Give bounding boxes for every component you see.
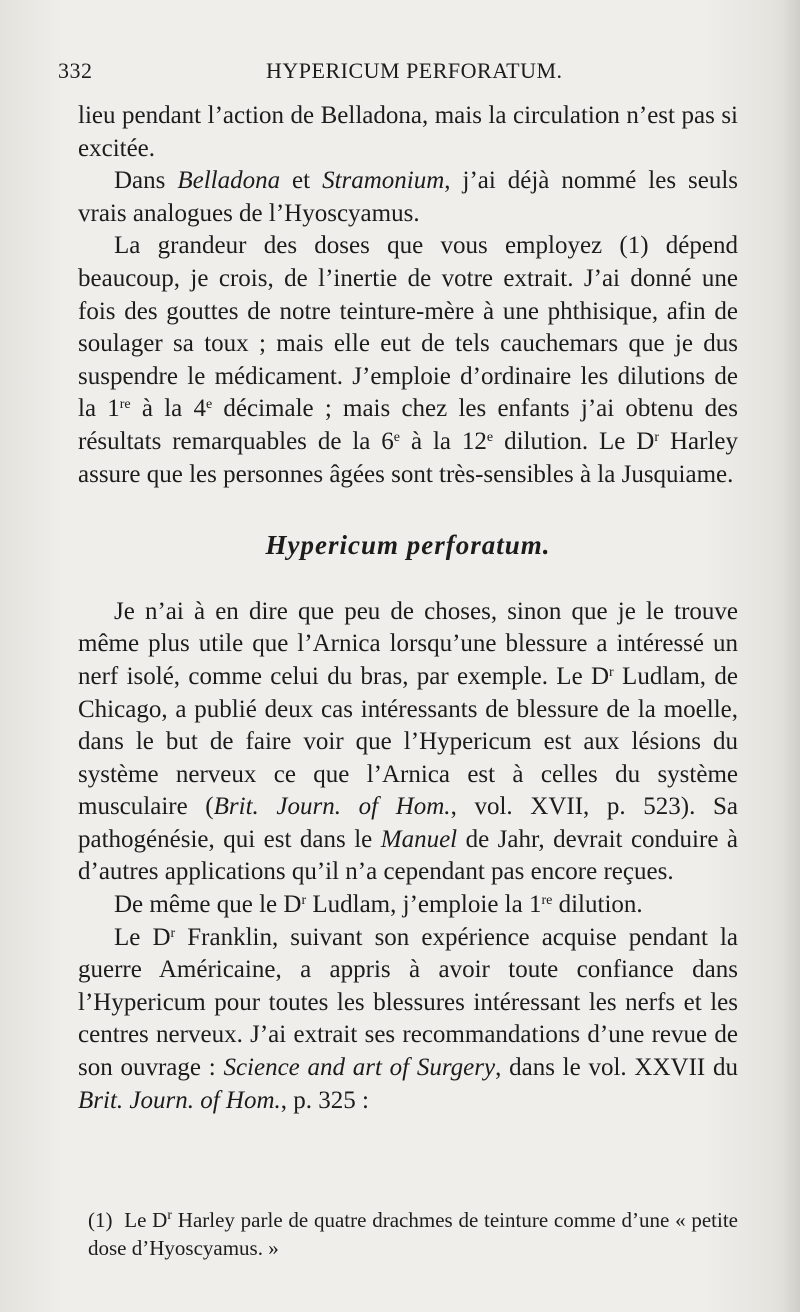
text-run: Je n’ai à en dire que peu de choses, sinon que je le trouve même plus utile que l’Arnica lorsqu’une blessure a intéressé un nerf isolé, comme celui du bras, par exemple. Le D	[78, 597, 738, 690]
superscript: r	[301, 893, 307, 909]
text-run: , dans le vol. XXVII du	[495, 1054, 738, 1082]
superscript: r	[609, 664, 614, 680]
text-run: Ludlam, j’emploie la 1	[306, 891, 542, 919]
superscript: r	[167, 1208, 173, 1223]
footnote	[88, 1206, 738, 1262]
page-edge-shadow	[782, 0, 800, 1312]
text-run: Ludlam, de Chicago, a publié deux cas intéressants de blessure de la moelle, dans le but de faire voir que l’Hypericum est aux lésions du système nerveux ce que l’Arnica est à celles du système musculaire (	[78, 662, 738, 821]
italic-term: Belladona	[177, 167, 281, 195]
paragraph-franklin	[78, 922, 738, 1118]
paragraph-continuation	[78, 100, 738, 165]
superscript: re	[541, 893, 553, 909]
text-run: De même que le D	[114, 891, 302, 919]
text-run: à la 4	[130, 395, 206, 423]
text-run: et	[280, 167, 323, 195]
superscript: r	[170, 925, 176, 941]
text-run: Harley parle de quatre drachmes de teinture comme d’une « petite dose d’Hyoscyamus. »	[88, 1208, 738, 1260]
text-run: dilution. Le D	[493, 427, 655, 455]
main-text	[78, 100, 738, 1117]
text-run: Franklin, suivant son expérience acquise pendant la guerre Américaine, a appris à avoir toute confiance dans l’Hypericum pour toutes les blessures intéressant les nerfs et les centres nerveux. J’ai extrait ses recommandations d’une revue de son ouvrage :	[78, 923, 738, 1082]
text-run: Dans	[114, 167, 178, 195]
text-run: Le D	[114, 923, 171, 951]
superscript: re	[119, 397, 131, 413]
footnote-marker: (1)	[88, 1208, 113, 1232]
text-run: , j’ai déjà nommé les seuls vrais analogues de l’Hyoscyamus.	[78, 167, 739, 227]
text-run: à la 12	[400, 427, 487, 455]
text-run: de Jahr, devrait conduire à d’autres applications qu’il n’a cependant pas encore reçues.	[78, 825, 738, 886]
paragraph-ludlam	[78, 889, 738, 922]
italic-title: Science and art of Surgery	[223, 1054, 496, 1082]
italic-title: Manuel	[380, 825, 458, 853]
text-run: dilution.	[552, 891, 643, 919]
running-head	[58, 58, 738, 88]
paragraph-text: lieu pendant l’action de Belladona, mais la circulation n’est pas si excitée.	[78, 102, 738, 162]
text-run: Le D	[118, 1208, 168, 1232]
text-run: , p. 325 :	[280, 1086, 369, 1114]
page-number: 332	[58, 58, 93, 83]
italic-term: Stramonium	[322, 167, 445, 195]
superscript: e	[486, 429, 494, 445]
text-run: La grandeur des doses que vous employez (1) dépend beaucoup, je crois, de l’inertie de votre extrait. J’ai donné une fois des gouttes de notre teinture-mère à une phthisique, afin de soulager sa toux ; mais elle eut de tels cauchemars que je dus suspendre le médicament. J’emploie d’ordinaire les dilutions de la 1	[78, 232, 738, 423]
running-title: HYPERICUM PERFORATUM.	[266, 58, 563, 83]
superscript: r	[654, 429, 660, 445]
italic-citation: Brit. Journ. of Hom.	[78, 1086, 281, 1114]
paragraph-analogues	[78, 165, 738, 230]
superscript: e	[393, 429, 401, 445]
paragraph-doses	[78, 230, 738, 491]
italic-citation: Brit. Journ. of Hom.	[213, 793, 451, 821]
superscript: e	[205, 397, 213, 413]
section-heading: Hypericum perforatum.	[265, 530, 551, 561]
text-run: décimale ; mais chez les enfants j’ai obtenu des résultats remarquables de la 6	[78, 395, 738, 455]
paragraph-hypericum	[78, 596, 738, 889]
text-run: Harley assure que les personnes âgées sont très-sensibles à la Jusquiame.	[78, 427, 738, 488]
text-run: , vol. XVII, p. 523). Sa pathogénésie, qui est dans le	[78, 793, 738, 853]
